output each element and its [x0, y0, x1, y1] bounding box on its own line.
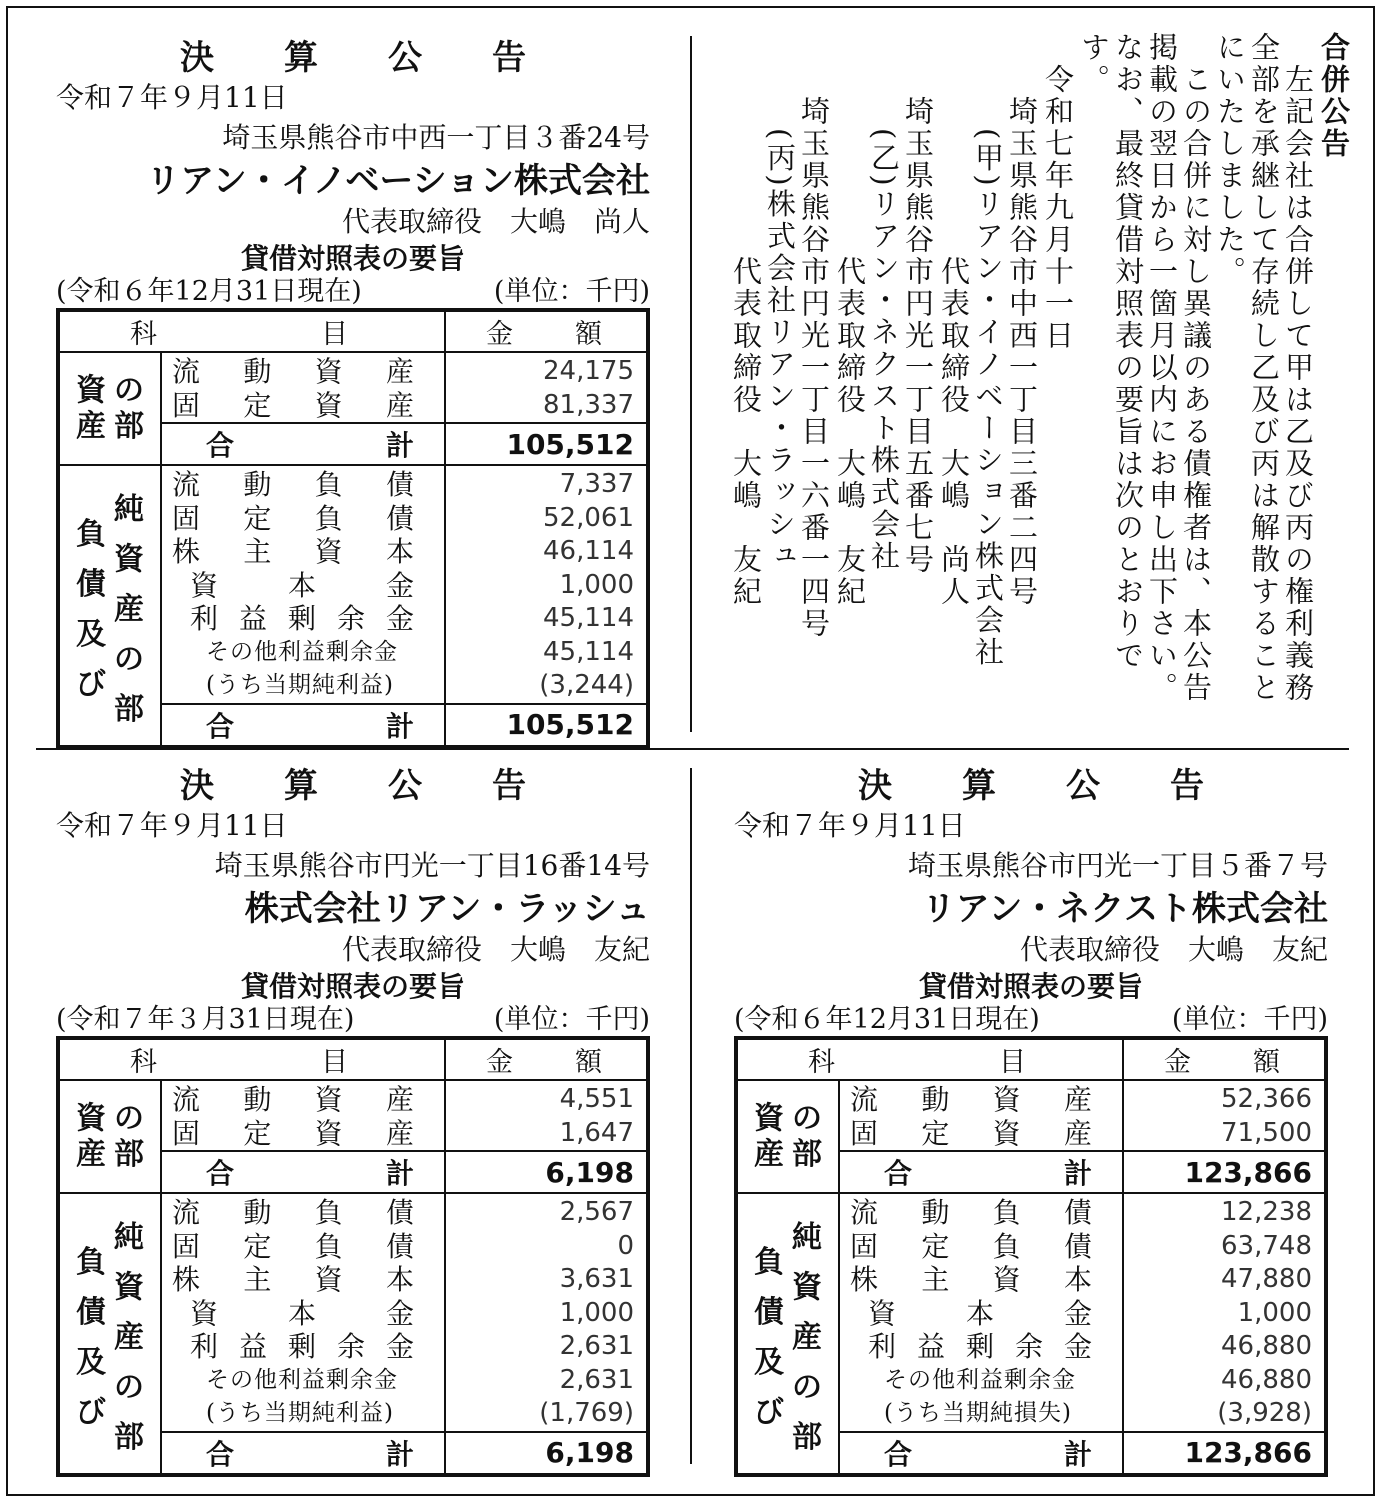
liabilities-items [161, 1193, 445, 1432]
assets-section-label: 資 の 産 部 [58, 352, 161, 465]
balance-sheet-table [734, 1036, 1328, 1477]
merger-body-line: す。 [1077, 32, 1111, 96]
company-address: 埼玉県熊谷市中西一丁目３番24号 [222, 121, 650, 154]
assets-total-label: 合 計 [839, 1151, 1123, 1193]
balance-sheet-title: 貸借対照表の要旨 [918, 970, 1143, 1003]
item-label: 利 益 剰 余 金 [190, 602, 414, 635]
item-amount: (3,244) [539, 670, 634, 700]
notice-title: 決算公告 [180, 766, 596, 806]
company-name: 株式会社リアン・ラッシュ [244, 889, 650, 929]
header-item: 科 目 [58, 1038, 445, 1080]
notice-rush [56, 766, 650, 1471]
liabilities-section-label: 負 純 債 資 及 産 び の 部 [58, 1193, 161, 1475]
representative: 代表取締役 大嶋 友紀 [1019, 933, 1328, 966]
assets-items [839, 1080, 1123, 1151]
balance-sheet-period-row [56, 276, 650, 308]
assets-items [161, 352, 445, 423]
item-label: 流 動 資 産 [172, 355, 414, 388]
unit-label: (単位：千円) [493, 276, 650, 307]
notice-innovation [56, 38, 650, 743]
company-address: 埼玉県熊谷市円光一丁目16番14号 [214, 849, 650, 882]
assets-items-row [58, 352, 648, 423]
item-amount: 45,114 [543, 636, 634, 667]
item-label: 流 動 負 債 [172, 468, 414, 501]
item-label: 株 主 資 本 [172, 535, 414, 568]
liabilities-total-value: 105,512 [445, 704, 648, 747]
party-company: (乙)リアン・ネクスト株式会社 [867, 128, 901, 573]
notice-date: 令和７年９月11日 [56, 809, 288, 842]
party-address: 埼玉県熊谷市中西一丁目三番二四号 [1005, 96, 1039, 608]
liabilities-items [161, 465, 445, 704]
merger-body-line: 全部を承継して存続し乙及び丙は解散すること [1247, 32, 1281, 704]
balance-sheet-table [56, 1036, 650, 1477]
item-label: 流 動 負 債 [172, 1196, 414, 1229]
item-amount: 2,631 [559, 1364, 634, 1395]
item-amount: 47,880 [1221, 1264, 1312, 1294]
item-label: 資 本 金 [190, 568, 414, 602]
notice-date: 令和７年９月11日 [56, 81, 288, 114]
header-amount: 金 額 [445, 1038, 648, 1080]
representative: 代表取締役 大嶋 友紀 [341, 933, 650, 966]
item-label: その他利益剰余金 [206, 638, 398, 665]
liabilities-total-value: 6,198 [445, 1432, 648, 1475]
item-label: 株 主 資 本 [172, 1263, 414, 1296]
balance-sheet-title: 貸借対照表の要旨 [240, 242, 465, 275]
liabilities-items-row [736, 1193, 1326, 1432]
merger-body-line: 掲載の翌日から一箇月以内にお申し出下さい。 [1145, 32, 1179, 704]
header-amount: 金 額 [1123, 1038, 1326, 1080]
assets-items-row [58, 1080, 648, 1151]
assets-items-row [736, 1080, 1326, 1151]
notice-date: 令和７年９月11日 [734, 809, 966, 842]
item-label: その他利益剰余金 [884, 1366, 1076, 1393]
item-amount: 1,000 [559, 1297, 634, 1328]
notice-next [734, 766, 1328, 1471]
item-amount: 3,631 [559, 1264, 634, 1294]
merger-date: 令和七年九月十一日 [1041, 64, 1075, 352]
liabilities-total-label: 合 計 [839, 1432, 1123, 1475]
item-label: 固 定 資 産 [172, 1116, 414, 1150]
representative: 代表取締役 大嶋 尚人 [341, 205, 650, 238]
item-label: (うち当期純損失) [884, 1400, 1072, 1426]
assets-total-value: 123,866 [1123, 1151, 1326, 1193]
item-label: 流 動 負 債 [850, 1196, 1092, 1229]
item-amount: 1,000 [1237, 1297, 1312, 1328]
liabilities-total-label: 合 計 [161, 1432, 445, 1475]
assets-total-value: 6,198 [445, 1151, 648, 1193]
item-amount: 81,337 [543, 389, 634, 420]
assets-amounts [445, 352, 648, 423]
item-amount: 4,551 [559, 1084, 634, 1114]
unit-label: (単位：千円) [493, 1004, 650, 1035]
table-header [58, 310, 648, 352]
item-label: 資 本 金 [868, 1296, 1092, 1330]
period-label: (令和６年12月31日現在) [734, 1004, 1040, 1035]
liabilities-total-label: 合 計 [161, 704, 445, 747]
item-amount: 24,175 [543, 356, 634, 386]
item-amount: 52,366 [1221, 1084, 1312, 1114]
liabilities-section-label: 負 純 債 資 及 産 び の 部 [736, 1193, 839, 1475]
balance-sheet-period-row [734, 1004, 1328, 1036]
company-name: リアン・ネクスト株式会社 [921, 889, 1328, 929]
assets-total-label: 合 計 [161, 423, 445, 465]
assets-items [161, 1080, 445, 1151]
table-header [58, 1038, 648, 1080]
item-label: 資 本 金 [190, 1296, 414, 1330]
item-amount: 71,500 [1221, 1117, 1312, 1148]
assets-total-label: 合 計 [161, 1151, 445, 1193]
party-address: 埼玉県熊谷市円光一丁目五番七号 [901, 96, 935, 576]
item-amount: 46,114 [543, 536, 634, 566]
party-company: (甲)リアン・イノベーション株式会社 [971, 128, 1005, 669]
party-address: 埼玉県熊谷市円光一丁目一六番一四号 [797, 96, 831, 640]
merger-body-line: この合併に対し異議のある債権者は、本公告 [1179, 64, 1213, 704]
item-amount: 45,114 [543, 603, 634, 633]
item-amount: 2,567 [559, 1197, 634, 1227]
item-label: 株 主 資 本 [850, 1263, 1092, 1296]
balance-sheet-title: 貸借対照表の要旨 [240, 970, 465, 1003]
period-label: (令和７年３月31日現在) [56, 1004, 355, 1035]
top-vertical-divider [690, 36, 692, 732]
merger-heading: 合併公告 [1317, 32, 1351, 160]
company-name: リアン・イノベーション株式会社 [146, 161, 650, 201]
assets-amounts [445, 1080, 648, 1151]
merger-body-line: なお、最終貸借対照表の要旨は次のとおりで [1111, 32, 1145, 672]
item-amount: 0 [617, 1230, 634, 1261]
item-amount: (1,769) [539, 1398, 634, 1428]
item-label: 利 益 剰 余 金 [190, 1330, 414, 1363]
liabilities-amounts [445, 465, 648, 704]
item-label: 固 定 負 債 [172, 1229, 414, 1263]
party-representative: 代表取締役 大嶋 尚人 [937, 256, 971, 608]
liabilities-section-label: 負 純 債 資 及 産 び の 部 [58, 465, 161, 747]
header-item: 科 目 [58, 310, 445, 352]
item-amount: 63,748 [1221, 1230, 1312, 1261]
item-label: 流 動 資 産 [172, 1083, 414, 1116]
item-label: (うち当期純利益) [206, 672, 394, 698]
header-amount: 金 額 [445, 310, 648, 352]
assets-total-value: 105,512 [445, 423, 648, 465]
liabilities-amounts [445, 1193, 648, 1432]
item-amount: 2,631 [559, 1331, 634, 1361]
item-amount: 1,000 [559, 569, 634, 600]
item-label: 固 定 負 債 [172, 501, 414, 535]
period-label: (令和６年12月31日現在) [56, 276, 362, 307]
balance-sheet-table [56, 308, 650, 749]
table-header [736, 1038, 1326, 1080]
item-amount: 1,647 [559, 1117, 634, 1148]
assets-section-label: 資 の 産 部 [736, 1080, 839, 1193]
party-representative: 代表取締役 大嶋 友紀 [729, 256, 763, 608]
party-company: (丙)株式会社リアン・ラッシュ [763, 128, 797, 573]
notice-title: 決算公告 [858, 766, 1274, 806]
liabilities-total-value: 123,866 [1123, 1432, 1326, 1475]
merger-notice [700, 32, 1350, 732]
item-amount: 12,238 [1221, 1197, 1312, 1227]
item-amount: 46,880 [1221, 1331, 1312, 1361]
party-representative: 代表取締役 大嶋 友紀 [833, 256, 867, 608]
liabilities-amounts [1123, 1193, 1326, 1432]
item-label: 固 定 資 産 [172, 388, 414, 422]
bottom-vertical-divider [690, 768, 692, 1464]
balance-sheet-period-row [56, 1004, 650, 1036]
item-amount: 52,061 [543, 502, 634, 533]
item-label: 固 定 資 産 [850, 1116, 1092, 1150]
notice-title: 決算公告 [180, 38, 596, 78]
item-label: 固 定 負 債 [850, 1229, 1092, 1263]
item-amount: 7,337 [559, 469, 634, 499]
item-label: 利 益 剰 余 金 [868, 1330, 1092, 1363]
unit-label: (単位：千円) [1171, 1004, 1328, 1035]
liabilities-items-row [58, 465, 648, 704]
header-item: 科 目 [736, 1038, 1123, 1080]
assets-amounts [1123, 1080, 1326, 1151]
assets-section-label: 資 の 産 部 [58, 1080, 161, 1193]
item-amount: 46,880 [1221, 1364, 1312, 1395]
liabilities-items-row [58, 1193, 648, 1432]
merger-body-line: 左記会社は合併して甲は乙及び丙の権利義務 [1281, 64, 1315, 704]
merger-body-line: にいたしました。 [1213, 32, 1247, 288]
item-label: その他利益剰余金 [206, 1366, 398, 1393]
item-label: (うち当期純利益) [206, 1400, 394, 1426]
item-amount: (3,928) [1217, 1398, 1312, 1428]
item-label: 流 動 資 産 [850, 1083, 1092, 1116]
company-address: 埼玉県熊谷市円光一丁目５番７号 [907, 849, 1328, 882]
liabilities-items [839, 1193, 1123, 1432]
